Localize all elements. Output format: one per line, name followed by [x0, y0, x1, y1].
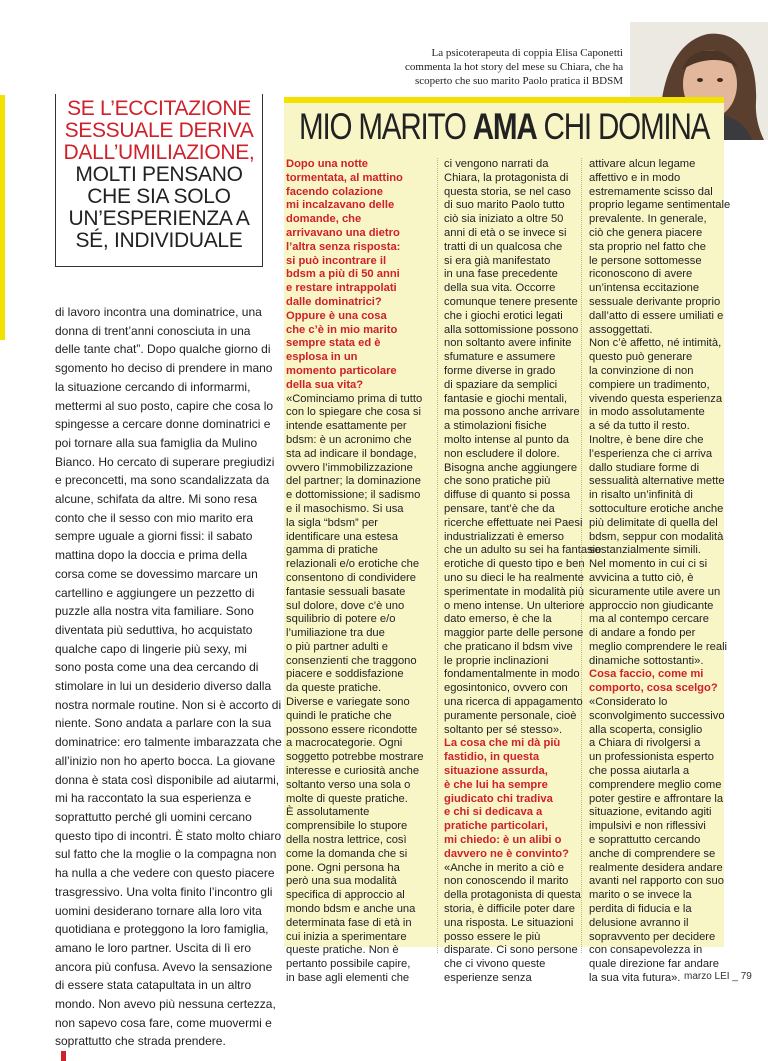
text-line: comunque tenere presente: [444, 295, 578, 308]
text-line: soprattutto che strada prendere.: [55, 1032, 261, 1061]
question-line: momento particolare: [286, 364, 397, 377]
text-line: niente. Sono andata a parlare con la sua: [55, 716, 272, 731]
text-line: mondo. Non avevo più nessuna certezza,: [55, 997, 276, 1012]
text-line: comprensibile lo stupore: [286, 820, 408, 833]
text-line: in base agli elementi che: [286, 972, 410, 985]
text-line: ciò sia iniziato a oltre 50: [444, 213, 564, 226]
photo-caption: [405, 46, 623, 88]
text-line: la convinzione di non: [589, 364, 694, 377]
text-line: attivare alcun legame: [589, 158, 696, 170]
text-line: piacere e soddisfazione: [286, 668, 404, 681]
panel-top-band: [284, 97, 724, 103]
question-line: davvero ne è convinto?: [444, 847, 569, 860]
text-line: cartellino e aggiungere un pezzetto di: [55, 585, 255, 600]
text-line: l’esperienza che ci arriva: [589, 447, 713, 460]
question-line: e restare intrappolati: [286, 282, 397, 295]
question-line: l’altra senza risposta:: [286, 240, 401, 253]
text-line: quale direzione far andare: [589, 958, 719, 971]
panel-column-2: [444, 158, 602, 986]
question-line: domande, che: [286, 213, 362, 226]
text-line: Nel momento in cui ci si: [589, 558, 708, 571]
text-line: non escludere il dolore.: [444, 447, 560, 460]
text-line: ci vengono narrati da: [444, 158, 549, 170]
text-line: corsa come se dovessimo marcare un: [55, 566, 258, 581]
text-line: a stimolazioni fisiche: [444, 420, 547, 433]
text-line: stimolare in lui un desiderio diverso dalla: [55, 679, 272, 694]
text-line: mi ha raccontato la sua esperienza e: [55, 791, 252, 806]
text-line: Chiara, la protagonista di: [444, 171, 569, 184]
text-line: consenzienti che traggono: [286, 654, 417, 667]
text-line: all’inizio non ho aperto bocca. La giovane: [55, 753, 276, 768]
text-line: e soprattutto cercando: [589, 834, 701, 847]
text-line: questo può generare: [589, 351, 693, 364]
text-line: meglio comprendere le reali: [589, 640, 728, 653]
text-line: pone. Ogni persona ha: [286, 861, 400, 874]
text-line: che i giochi erotici legati: [444, 309, 563, 322]
text-line: non sapevo cosa fare, come muovermi e: [55, 1015, 272, 1030]
text-line: in una fase precedente: [444, 268, 558, 281]
text-line: sostanzialmente simili.: [589, 544, 701, 557]
question-line: pratiche particolari,: [444, 820, 548, 833]
text-line: molte di queste pratiche.: [286, 792, 408, 805]
text-line: comprendere meglio come: [589, 778, 722, 791]
text-line: ma al contempo cercare: [589, 613, 710, 626]
question-line: tormentata, al mattino: [286, 171, 403, 184]
text-line: tratti di un qualcosa che: [444, 240, 563, 253]
panel-column-1: [286, 158, 429, 986]
text-line: anni di età o se invece si: [444, 226, 567, 239]
title-emphasis: AMA: [472, 106, 537, 147]
text-line: Non c’è affetto, né intimità,: [589, 337, 722, 350]
text-line: sempre uguale a giorni fissi: il sabato: [55, 529, 253, 544]
text-line: conto che il sesso con mio marito era: [55, 510, 254, 525]
text-line: qualche capo di lingerie più sexy, mi: [55, 641, 247, 656]
text-line: storia, è difficile poter dare: [444, 903, 576, 916]
text-line: la sigla “bdsm” per: [286, 516, 379, 529]
text-line: le persone sottomesse: [589, 254, 702, 267]
text-line: sul fatto che la moglie o la compagna non: [55, 847, 277, 862]
text-line: pertanto possibile capire,: [286, 958, 411, 971]
question-line: arrivavano una dietro: [286, 226, 400, 239]
text-line: Inoltre, è bene dire che: [589, 433, 704, 446]
text-line: perdita di fiducia e la: [589, 903, 692, 916]
text-line: a sé da tutto il resto.: [589, 420, 690, 433]
question-line: sempre stata ed è: [286, 337, 381, 350]
text-line: di andare a fondo per: [589, 627, 696, 640]
text-line: e dottomissione; il sadismo: [286, 489, 421, 502]
question-line: mi chiedo: è un alibi o: [444, 834, 562, 847]
text-line: non conoscendo il marito: [444, 875, 569, 888]
text-line: uomini desiderano tornare alla loro vita: [55, 903, 262, 918]
text-line: anche di comprendere se: [589, 847, 716, 860]
text-line: amano le loro partner. Uscita di lì ero: [55, 940, 252, 955]
question-line: e chi si dedicava a: [444, 806, 543, 819]
question-line: situazione assurda,: [444, 765, 548, 778]
text-line: marito o se invece la: [589, 889, 692, 902]
text-line: Diverse e variegate sono: [286, 696, 410, 709]
text-line: sopravvento per decidere: [589, 930, 716, 943]
text-line: Bianco. Ho cercato di superare pregiudizi: [55, 454, 275, 469]
text-line: egosintonico, ovvero con: [444, 682, 568, 695]
text-line: sconvolgimento successivo: [589, 709, 725, 722]
text-line: ha nulla a che vedere con questo piacere: [55, 866, 275, 881]
pull-quote-text: [56, 94, 262, 252]
text-line: nostra normale routine. Non si è accorto di: [55, 697, 282, 712]
text-line: della protagonista di questa: [444, 889, 581, 902]
text-line: questa storia, se nel caso: [444, 185, 571, 198]
text-line: ma possono anche arrivare: [444, 406, 580, 419]
text-line: con consapevolezza in: [589, 944, 703, 957]
text-line: pensare, tant’è che da: [444, 502, 555, 515]
pull-quote-line: SE L’ECCITAZIONE: [67, 97, 251, 120]
caption-line: scoperto che suo marito Paolo pratica il BDSM: [414, 75, 623, 87]
story-left-column: [55, 303, 282, 1061]
question-line: comporto, cosa scelgo?: [589, 682, 718, 695]
text-line: più delimitate di quella del: [589, 516, 718, 529]
pull-quote-line: SÉ, INDIVIDUALE: [75, 229, 243, 252]
text-line: avvicina a tutto ciò, è: [589, 571, 694, 584]
text-line: donna è stata così disponibile ad aiutarmi,: [55, 772, 280, 787]
text-line: assoggettati.: [589, 323, 653, 336]
text-line: avanti nel rapporto con suo: [589, 875, 724, 888]
text-line: relazionali e/o erotiche che: [286, 558, 420, 571]
question-line: mi incalzavano delle: [286, 199, 395, 212]
text-line: trasgressivo. Una volta finito l’incontro gli: [55, 884, 273, 899]
text-line: diventata più seduttiva, ho acquistato: [55, 622, 253, 637]
text-line: realmente desidera andare: [589, 861, 723, 874]
text-line: della sua vita. Occorre: [444, 282, 556, 295]
text-line: esperienze senza: [444, 972, 532, 985]
text-line: vivendo questa esperienza: [589, 392, 723, 405]
text-line: fantasie sessuali basate: [286, 585, 406, 598]
text-line: specifica di approccio al: [286, 889, 405, 902]
text-line: dallo studiare forme di: [589, 461, 700, 474]
text-line: gamma di pratiche: [286, 544, 379, 557]
question-line: della sua vita?: [286, 378, 364, 391]
text-line: uno su dieci le ha realmente: [444, 571, 584, 584]
text-line: l’umiliazione tra due: [286, 627, 385, 640]
text-line: che sono pratiche più: [444, 475, 551, 488]
text-line: sessuale derivante proprio: [589, 295, 721, 308]
title-part: CHI DOMINA: [536, 106, 710, 147]
question-line: si può incontrare il: [286, 254, 387, 267]
text-line: sta ad indicare il bondage,: [286, 447, 417, 460]
text-line: si era già manifestato: [444, 254, 551, 267]
text-line: disparate. Ci sono persone: [444, 944, 578, 957]
pull-quote-line: MOLTI PENSANO: [75, 163, 243, 186]
text-line: di lavoro incontra una dominatrice, una: [55, 305, 262, 319]
text-line: quotidiana e proteggono la loro famiglia,: [55, 922, 269, 937]
text-line: soltanto verso una sola o: [286, 778, 411, 791]
text-line: di spaziare da semplici: [444, 378, 558, 391]
page-footer: marzo LEI _ 79: [684, 971, 752, 982]
text-line: riconoscono di avere: [589, 268, 693, 281]
question-line: bdsm a più di 50 anni: [286, 268, 400, 281]
pull-quote: [55, 94, 263, 267]
pull-quote-line: DALL’UMILIAZIONE,: [63, 141, 255, 164]
question-line: fastidio, in questa: [444, 751, 540, 764]
text-line: diffuse di quanto si possa: [444, 489, 571, 502]
text-line: alcune, schifata da altre. Mi sono resa: [55, 492, 258, 507]
text-line: che ci vivono queste: [444, 958, 546, 971]
text-line: ciò che genera piacere: [589, 226, 703, 239]
text-line: approccio non giudicante: [589, 599, 714, 612]
text-line: queste pratiche. Non è: [286, 944, 399, 957]
text-line: fantasie e giochi mentali,: [444, 392, 568, 405]
text-line: impulsivi e non riflessivi: [589, 820, 706, 833]
text-line: ovvero l’immobilizzazione: [286, 461, 413, 474]
article-title: [299, 104, 709, 150]
panel-column-3: [589, 158, 731, 986]
question-line: è che lui ha sempre: [444, 778, 548, 791]
text-line: sessualità alternative mette: [589, 475, 725, 488]
text-line: le proprie inclinazioni: [444, 654, 549, 667]
text-line: bdsm: è un acronimo che: [286, 433, 412, 446]
text-line: una risposta. Le situazioni: [444, 916, 574, 929]
text-line: però una sua modalità: [286, 875, 397, 888]
text-line: poi tornare alla sua famiglia da Mulino: [55, 435, 258, 450]
text-line: affettivo e in modo: [589, 171, 681, 184]
text-line: della nostra lettrice, così: [286, 834, 407, 847]
text-line: una ricerca di appagamento: [444, 696, 583, 709]
text-line: maggior parte delle persone: [444, 627, 584, 640]
text-line: dinamiche sottostanti».: [589, 654, 704, 667]
question-line: facendo colazione: [286, 185, 383, 198]
text-line: possono essere ricondotte: [286, 723, 418, 736]
text-line: puzzle alla nostra vita familiare. Sono: [55, 604, 254, 619]
text-line: consentono di condividere: [286, 571, 416, 584]
text-line: sicuramente utile avere un: [589, 585, 721, 598]
text-line: industrializzati è emerso: [444, 530, 565, 543]
pull-quote-line: SESSUALE DERIVA: [64, 119, 254, 142]
text-line: da queste pratiche.: [286, 682, 382, 695]
caption-line: La psicoterapeuta di coppia Elisa Caponetti: [431, 47, 623, 59]
text-line: «Cominciamo prima di tutto: [286, 392, 423, 405]
text-line: sperimentate in modalità più: [444, 585, 584, 598]
column-divider: [437, 158, 438, 953]
text-line: erotiche di questo tipo e ben: [444, 558, 585, 571]
text-line: dominatrice: ero talmente imbarazzata che: [55, 735, 282, 750]
text-line: bdsm, seppur con modalità: [589, 530, 724, 543]
text-line: come la domanda che si: [286, 847, 408, 860]
text-line: del partner; la dominazione: [286, 475, 421, 488]
text-line: la sua vita futura».: [589, 972, 681, 985]
title-part: MIO MARITO: [299, 106, 473, 147]
text-line: sono posta come una dea cercando di: [55, 660, 259, 675]
text-line: o meno intense. Un ulteriore: [444, 599, 585, 612]
text-line: spingesse a cercare donne dominatrici e: [55, 417, 271, 432]
text-line: forme diverse in grado: [444, 364, 556, 377]
text-line: sta proprio nel fatto che: [589, 240, 706, 253]
text-line: quindi le pratiche che: [286, 709, 392, 722]
text-line: con lo spiegare che cosa si: [286, 406, 421, 419]
text-line: mettermi al suo posto, capire che cosa lo: [55, 398, 274, 413]
text-line: di essere stata catapultata in un altro: [55, 978, 252, 993]
text-line: non soltanto avere infinite: [444, 337, 572, 350]
caption-line: commenta la hot story del mese su Chiara, che ha: [405, 61, 624, 73]
text-line: intende esattamente per: [286, 420, 407, 433]
text-line: prevalente. In generale,: [589, 213, 707, 226]
text-line: molto intense al punto da: [444, 433, 570, 446]
text-line: interesse e curiosità anche: [286, 765, 420, 778]
text-line: mattina dopo la doccia e prima della: [55, 548, 248, 563]
text-line: puramente personale, cioè: [444, 709, 577, 722]
text-line: che praticano il bdsm vive: [444, 640, 573, 653]
text-line: soggetto potrebbe mostrare: [286, 751, 424, 764]
text-line: proprio legame sentimentale: [589, 199, 731, 212]
text-line: delusione avranno il: [589, 916, 689, 929]
pull-quote-line: CHE SIA SOLO: [87, 185, 231, 208]
text-line: soprattutto perché gli uomini cercano: [55, 809, 252, 824]
text-line: ricerche effettuate nei Paesi: [444, 516, 583, 529]
text-line: in risalto un’infinità di: [589, 489, 693, 502]
text-line: a macrocategorie. Ogni: [286, 737, 403, 750]
question-line: Oppure è una cosa: [286, 309, 387, 322]
text-line: cui inizia a sperimentare: [286, 930, 407, 943]
text-line: di suo marito Paolo tutto: [444, 199, 565, 212]
text-line: a Chiara di rivolgersi a: [589, 737, 701, 750]
text-line: «Anche in merito a ciò e: [444, 861, 565, 874]
question-line: che c’è in mio marito: [286, 323, 398, 336]
text-line: mondo bdsm e anche una: [286, 903, 416, 916]
text-line: un’intensa eccitazione: [589, 282, 700, 295]
text-line: ancora più confusa. Avevo la sensazione: [55, 959, 273, 974]
text-line: che un adulto su sei ha fantasie: [444, 544, 602, 557]
text-line: sgomento ho deciso di prendere in mano: [55, 361, 273, 376]
text-line: fondamentalmente in modo: [444, 668, 580, 681]
text-line: dato emerso, è che la: [444, 613, 552, 626]
end-of-article-mark: [61, 1051, 66, 1061]
question-line: dalle dominatrici?: [286, 295, 382, 308]
text-line: posso essere le più: [444, 930, 541, 943]
text-line: Bisogna anche aggiungere: [444, 461, 578, 474]
question-line: esplosa in un: [286, 351, 358, 364]
text-line: identificare una estesa: [286, 530, 398, 543]
text-line: È assolutamente: [286, 806, 370, 819]
pull-quote-line: UN’ESPERIENZA A: [68, 207, 250, 230]
question-line: Dopo una notte: [286, 158, 369, 170]
text-line: questo tipo di incontri. È stato molto chiaro: [55, 828, 282, 843]
text-line: sul dolore, dove c’è uno: [286, 599, 405, 612]
text-line: donna di trent’anni conosciuta in una: [55, 323, 251, 338]
text-line: in modo assolutamente: [589, 406, 705, 419]
text-line: la situazione cercando di informarmi,: [55, 379, 251, 394]
question-line: giudicato chi tradiva: [444, 792, 553, 805]
text-line: alla sottomissione possono: [444, 323, 579, 336]
question-line: Cosa faccio, come mi: [589, 668, 704, 681]
text-line: e preconcetti, ma sono scandalizzata da: [55, 473, 270, 488]
text-line: squilibrio di potere e/o: [286, 613, 396, 626]
text-line: poter gestire e affrontare la: [589, 792, 724, 805]
text-line: estremamente scisso dal: [589, 185, 713, 198]
text-line: dall’atto di essere umiliati e: [589, 309, 724, 322]
text-line: compiere un tradimento,: [589, 378, 710, 391]
question-line: La cosa che mi dà più: [444, 737, 561, 750]
text-line: «Considerato lo: [589, 696, 668, 709]
text-line: alla scoperta, consiglio: [589, 723, 703, 736]
yellow-accent-bar: [0, 95, 5, 340]
text-line: delle tante chat”. Dopo qualche giorno di: [55, 342, 271, 357]
text-line: determinata fase di età in: [286, 916, 412, 929]
text-line: sottoculture erotiche anche: [589, 502, 724, 515]
text-line: che possa aiutarla a: [589, 765, 690, 778]
text-line: o più partner adulti e: [286, 640, 388, 653]
text-line: sfumature e assumere: [444, 351, 556, 364]
text-line: soltanto per sé stesso».: [444, 723, 563, 736]
text-line: situazione, evitando agiti: [589, 806, 712, 819]
text-line: un professionista esperto: [589, 751, 715, 764]
text-line: e il masochismo. Si usa: [286, 502, 404, 515]
